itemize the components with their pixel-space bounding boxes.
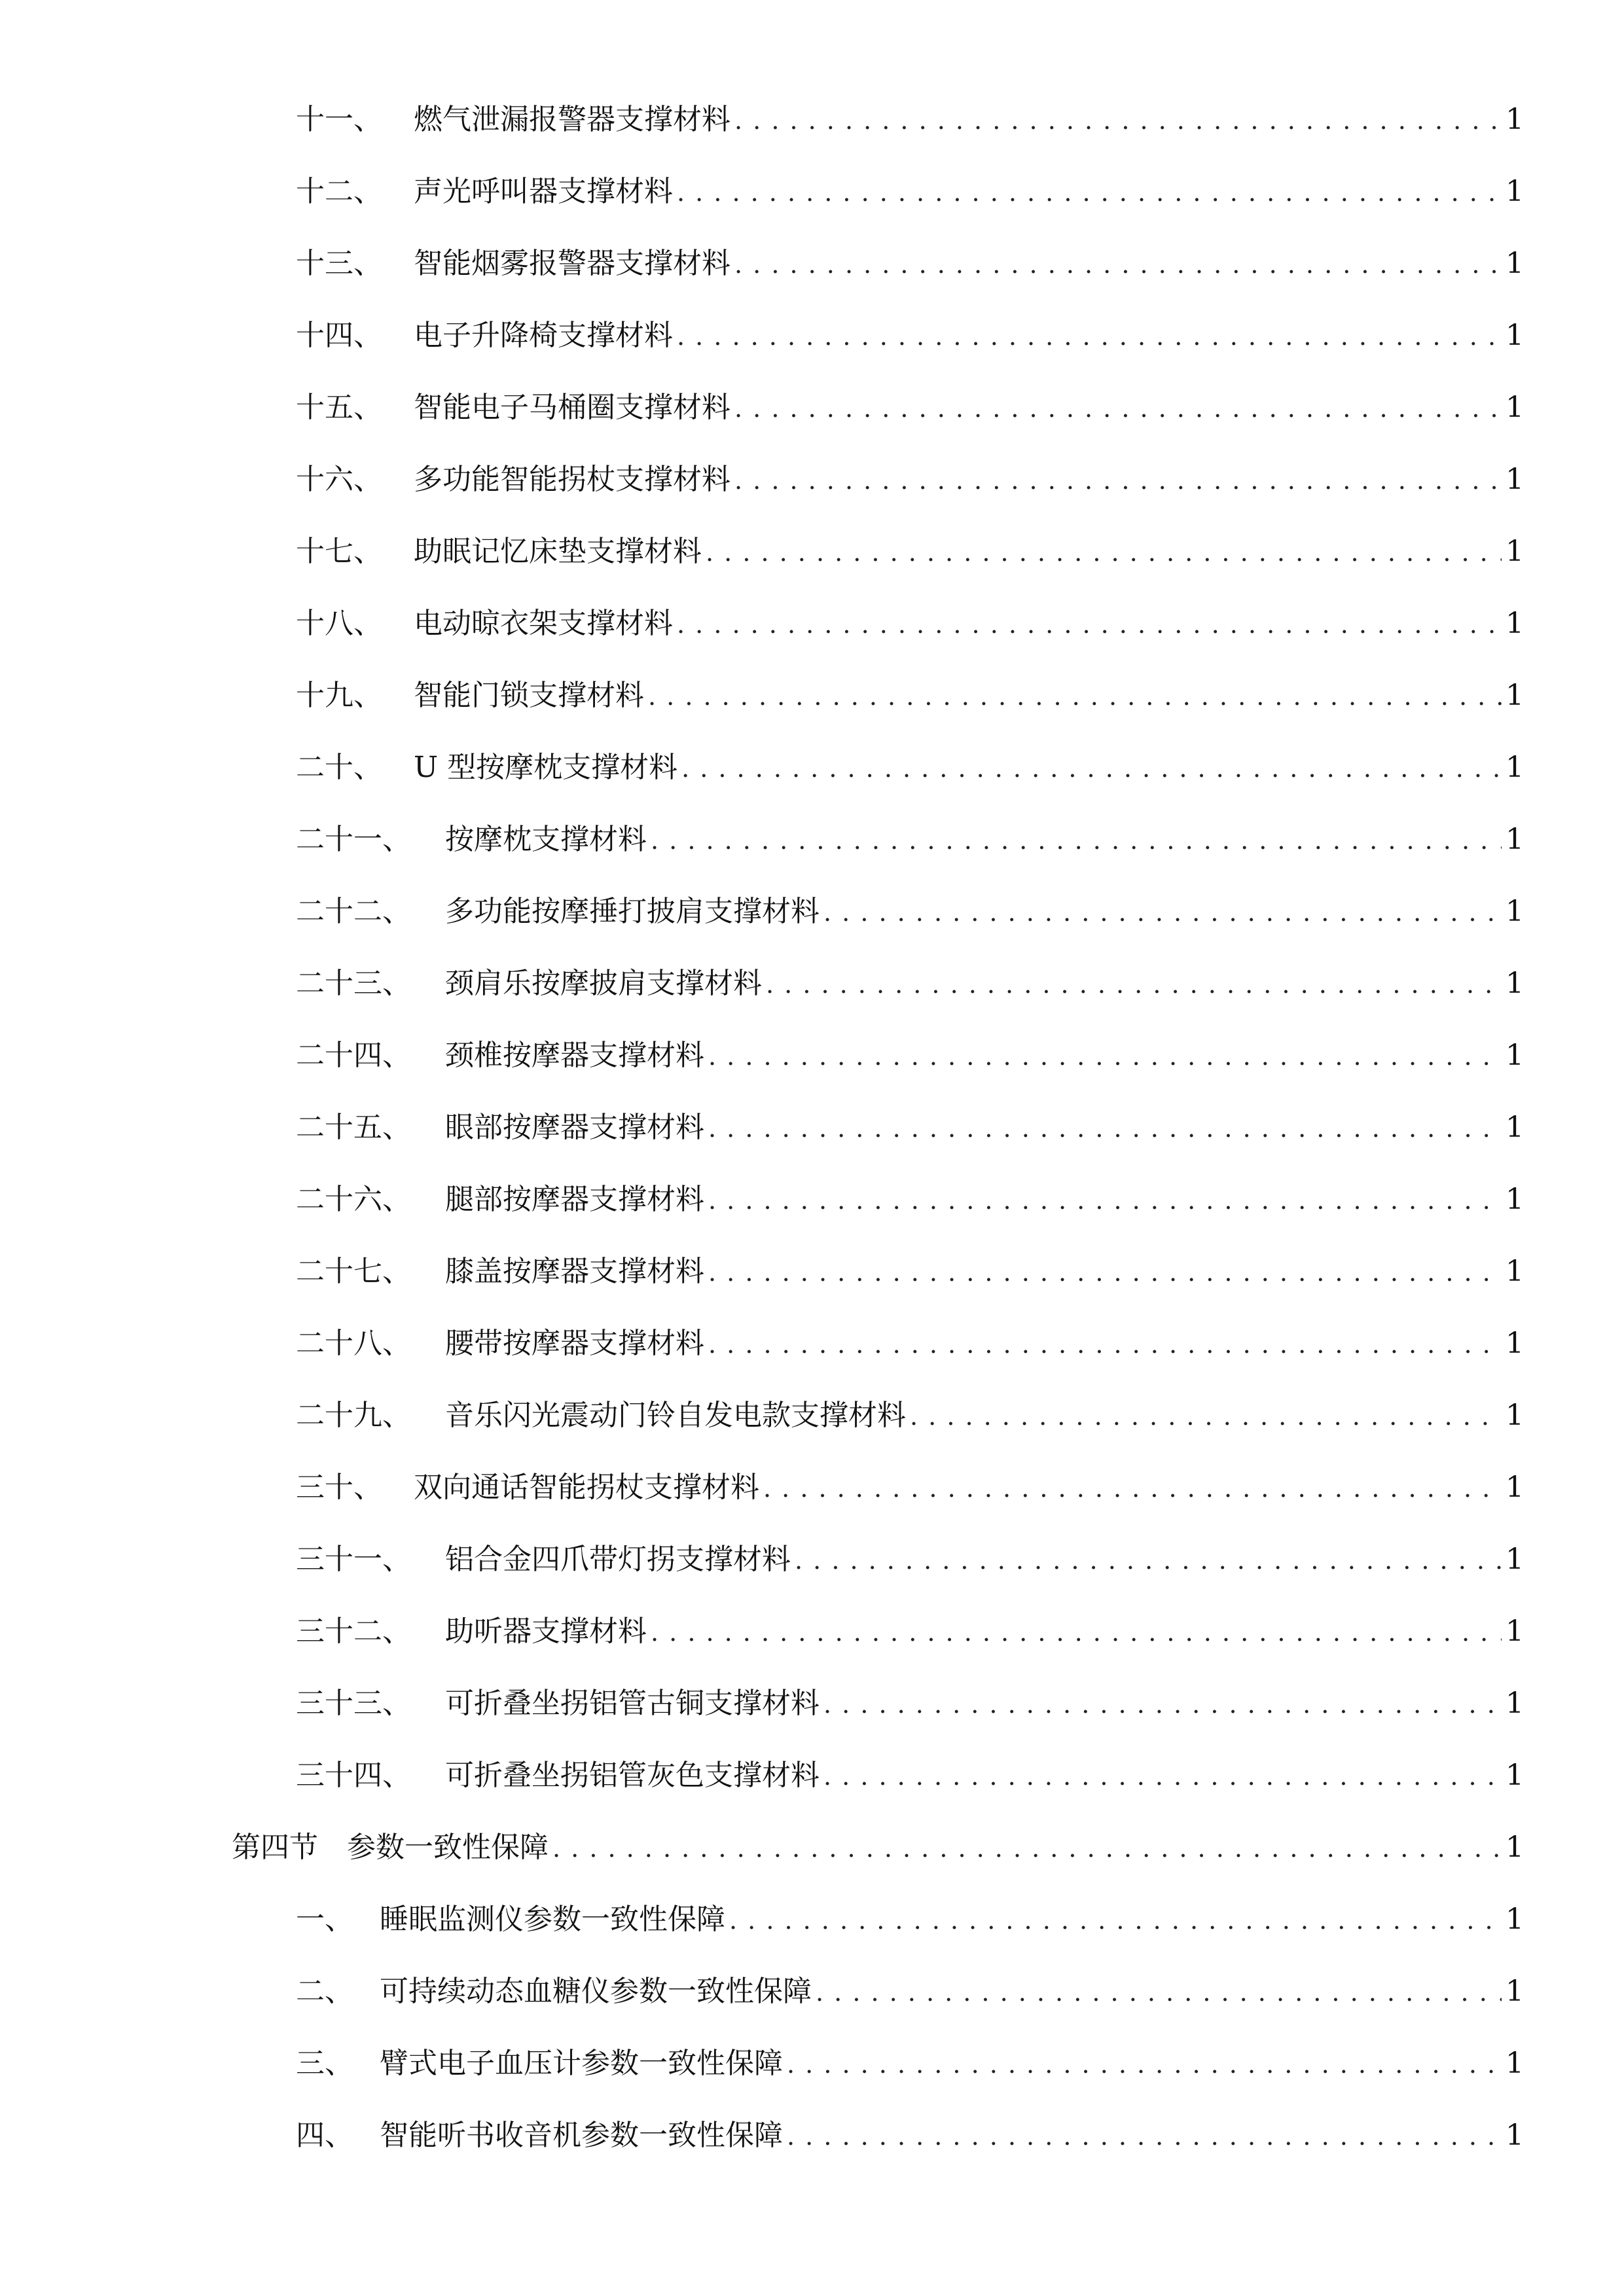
toc-entry-number: 三十一、	[296, 1543, 411, 1576]
toc-entry-number: 二十二、	[296, 895, 411, 928]
toc-entry-number: 十四、	[296, 319, 382, 352]
toc-entry-title: 音乐闪光震动门铃自发电款支撑材料	[445, 1399, 906, 1432]
toc-entry-number: 三十四、	[296, 1759, 411, 1792]
toc-entry-page: 1	[1506, 1975, 1524, 2008]
toc-entry-number: 二十六、	[296, 1183, 411, 1216]
toc-entry-title: 智能烟雾报警器支撑材料	[414, 247, 731, 280]
toc-entry-title: 腿部按摩器支撑材料	[445, 1183, 704, 1216]
toc-entry-number: 三十三、	[296, 1687, 411, 1720]
toc-entry[interactable]	[296, 300, 1524, 372]
toc-entry-title: 可持续动态血糖仪参数一致性保障	[380, 1975, 812, 2008]
dot-leader	[823, 1689, 1502, 1718]
toc-entry[interactable]	[296, 1020, 1524, 1092]
dot-leader	[677, 609, 1502, 638]
toc-entry[interactable]	[296, 1236, 1524, 1308]
toc-entry-number: 十二、	[296, 175, 382, 208]
toc-entry[interactable]	[296, 1956, 1524, 2028]
toc-entry-page: 1	[1506, 391, 1524, 424]
toc-entry[interactable]	[296, 1452, 1524, 1524]
toc-entry-title: 多功能按摩捶打披肩支撑材料	[445, 895, 820, 928]
toc-entry-number: 二十一、	[296, 823, 411, 856]
toc-entry-page: 1	[1506, 1327, 1524, 1360]
dot-leader	[734, 393, 1502, 422]
toc-entry-title: 眼部按摩器支撑材料	[445, 1111, 704, 1144]
toc-entry-page: 1	[1506, 1255, 1524, 1288]
toc-entry[interactable]	[296, 1668, 1524, 1740]
dot-leader	[708, 1185, 1502, 1214]
toc-entry-title: 腰带按摩器支撑材料	[445, 1327, 704, 1360]
toc-entry[interactable]	[296, 1308, 1524, 1380]
dot-leader	[787, 2049, 1502, 2078]
toc-entry-number: 二、	[296, 1975, 353, 2008]
toc-section-number: 第四节	[232, 1831, 318, 1864]
dot-leader	[552, 1833, 1502, 1862]
dot-leader	[729, 1905, 1502, 1934]
toc-entry-title: 颈椎按摩器支撑材料	[445, 1039, 704, 1072]
toc-entry-title: 臂式电子血压计参数一致性保障	[380, 2047, 783, 2080]
dot-leader	[816, 1977, 1502, 2006]
toc-entry[interactable]	[296, 660, 1524, 732]
toc-entry-title: 助听器支撑材料	[445, 1615, 647, 1648]
toc-entry-title: 双向通话智能拐杖支撑材料	[414, 1471, 759, 1504]
toc-entry-page: 1	[1506, 319, 1524, 352]
toc-entry[interactable]	[296, 1380, 1524, 1452]
toc-entry[interactable]	[296, 372, 1524, 444]
toc-entry-title: 按摩枕支撑材料	[445, 823, 647, 856]
toc-entry-number: 十一、	[296, 103, 382, 136]
toc-entry-page: 1	[1506, 1111, 1524, 1144]
toc-entry-page: 1	[1506, 1471, 1524, 1504]
toc-entry-title: 燃气泄漏报警器支撑材料	[414, 103, 731, 136]
toc-entry-number: 二十、	[296, 751, 382, 784]
toc-entry-page: 1	[1506, 607, 1524, 640]
dot-leader	[708, 1113, 1502, 1142]
dot-leader	[681, 753, 1502, 782]
toc-entry[interactable]	[296, 228, 1524, 300]
toc-entry-page: 1	[1506, 463, 1524, 496]
dot-leader	[708, 1329, 1502, 1358]
toc-entry-page: 1	[1506, 1903, 1524, 1936]
toc-entry-number: 二十八、	[296, 1327, 411, 1360]
toc-entry[interactable]	[296, 804, 1524, 876]
toc-entry-number: 一、	[296, 1903, 353, 1936]
toc-entry-title: 智能电子马桶圈支撑材料	[414, 391, 731, 424]
toc-entry-number: 二十四、	[296, 1039, 411, 1072]
dot-leader	[677, 321, 1502, 350]
toc-entry-number: 三、	[296, 2047, 353, 2080]
dot-leader	[910, 1401, 1502, 1430]
toc-section-title: 参数一致性保障	[347, 1831, 549, 1864]
dot-leader	[763, 1473, 1502, 1502]
dot-leader	[651, 825, 1502, 854]
toc-entry-page: 1	[1506, 751, 1524, 784]
toc-entry-title: 多功能智能拐杖支撑材料	[414, 463, 731, 496]
toc-entry-page: 1	[1506, 175, 1524, 208]
dot-leader	[677, 177, 1502, 206]
toc-entry[interactable]	[296, 876, 1524, 948]
toc-entry[interactable]	[296, 1092, 1524, 1164]
toc-entry-page: 1	[1506, 1543, 1524, 1576]
dot-leader	[823, 1761, 1502, 1790]
toc-entry[interactable]	[296, 1740, 1524, 1812]
toc-entry-number: 二十七、	[296, 1255, 411, 1288]
toc-entry-title: 颈肩乐按摩披肩支撑材料	[445, 967, 762, 1000]
dot-leader	[823, 897, 1502, 926]
toc-entry-title: 可折叠坐拐铝管古铜支撑材料	[445, 1687, 820, 1720]
toc-entry-page: 1	[1506, 1687, 1524, 1720]
dot-leader	[734, 465, 1502, 494]
toc-entry-title: 声光呼叫器支撑材料	[414, 175, 673, 208]
toc-entry-page: 1	[1506, 1183, 1524, 1216]
toc-entry-title: 助眠记忆床垫支撑材料	[414, 535, 702, 568]
toc-entry-page: 1	[1506, 2047, 1524, 2080]
dot-leader	[734, 105, 1502, 134]
toc-entry[interactable]	[296, 444, 1524, 516]
toc-entry-number: 四、	[296, 2119, 353, 2152]
toc-entry[interactable]	[296, 1596, 1524, 1668]
toc-entry[interactable]	[296, 588, 1524, 660]
toc-entry-page: 1	[1506, 679, 1524, 712]
toc-entry-number: 十九、	[296, 679, 382, 712]
toc-entry-page: 1	[1506, 1399, 1524, 1432]
toc-entry-page: 1	[1506, 247, 1524, 280]
toc-entry-title: U 型按摩枕支撑材料	[414, 751, 678, 784]
toc-entry-page: 1	[1506, 823, 1524, 856]
toc-entry-number: 二十五、	[296, 1111, 411, 1144]
toc-entry-page: 1	[1506, 535, 1524, 568]
toc-entry-title: 电子升降椅支撑材料	[414, 319, 673, 352]
toc-entry-page: 1	[1506, 1831, 1524, 1864]
toc-entry[interactable]	[296, 1524, 1524, 1596]
toc-entry[interactable]	[296, 1884, 1524, 1956]
toc-entry-number: 十三、	[296, 247, 382, 280]
toc-entry[interactable]	[296, 732, 1524, 804]
toc-entry-title: 智能听书收音机参数一致性保障	[380, 2119, 783, 2152]
dot-leader	[795, 1545, 1502, 1574]
dot-leader	[708, 1041, 1502, 1070]
toc-entry[interactable]	[296, 2028, 1524, 2100]
toc-entry[interactable]	[296, 84, 1524, 156]
toc-entry-page: 1	[1506, 103, 1524, 136]
toc-entry-page: 1	[1506, 1759, 1524, 1792]
toc-section-entry[interactable]	[232, 1812, 1524, 1884]
toc-entry-title: 睡眠监测仪参数一致性保障	[380, 1903, 725, 1936]
toc-entry-title: 可折叠坐拐铝管灰色支撑材料	[445, 1759, 820, 1792]
toc-entry-title: 智能门锁支撑材料	[414, 679, 644, 712]
toc-entry-number: 二十九、	[296, 1399, 411, 1432]
toc-entry[interactable]	[296, 948, 1524, 1020]
dot-leader	[787, 2121, 1502, 2150]
dot-leader	[734, 249, 1502, 278]
toc-entry-page: 1	[1506, 967, 1524, 1000]
toc-entry-number: 十七、	[296, 535, 382, 568]
toc-entry-page: 1	[1506, 895, 1524, 928]
toc-entry-page: 1	[1506, 1039, 1524, 1072]
dot-leader	[648, 681, 1502, 710]
toc-entry[interactable]	[296, 516, 1524, 588]
toc-entry-page: 1	[1506, 1615, 1524, 1648]
toc-entry-number: 十六、	[296, 463, 382, 496]
toc-entry-number: 三十、	[296, 1471, 382, 1504]
dot-leader	[651, 1617, 1502, 1646]
toc-entry-page: 1	[1506, 2119, 1524, 2152]
toc-entry-title: 铝合金四爪带灯拐支撑材料	[445, 1543, 791, 1576]
toc-entry-number: 十五、	[296, 391, 382, 424]
toc-entry-number: 三十二、	[296, 1615, 411, 1648]
toc-entry-title: 膝盖按摩器支撑材料	[445, 1255, 704, 1288]
toc-entry[interactable]	[296, 2100, 1524, 2172]
toc-entry-number: 二十三、	[296, 967, 411, 1000]
dot-leader	[706, 537, 1502, 566]
toc-entry[interactable]	[296, 156, 1524, 228]
toc-entry-number: 十八、	[296, 607, 382, 640]
toc-entry-title: 电动晾衣架支撑材料	[414, 607, 673, 640]
dot-leader	[708, 1257, 1502, 1286]
toc-entry[interactable]	[296, 1164, 1524, 1236]
dot-leader	[766, 969, 1502, 998]
